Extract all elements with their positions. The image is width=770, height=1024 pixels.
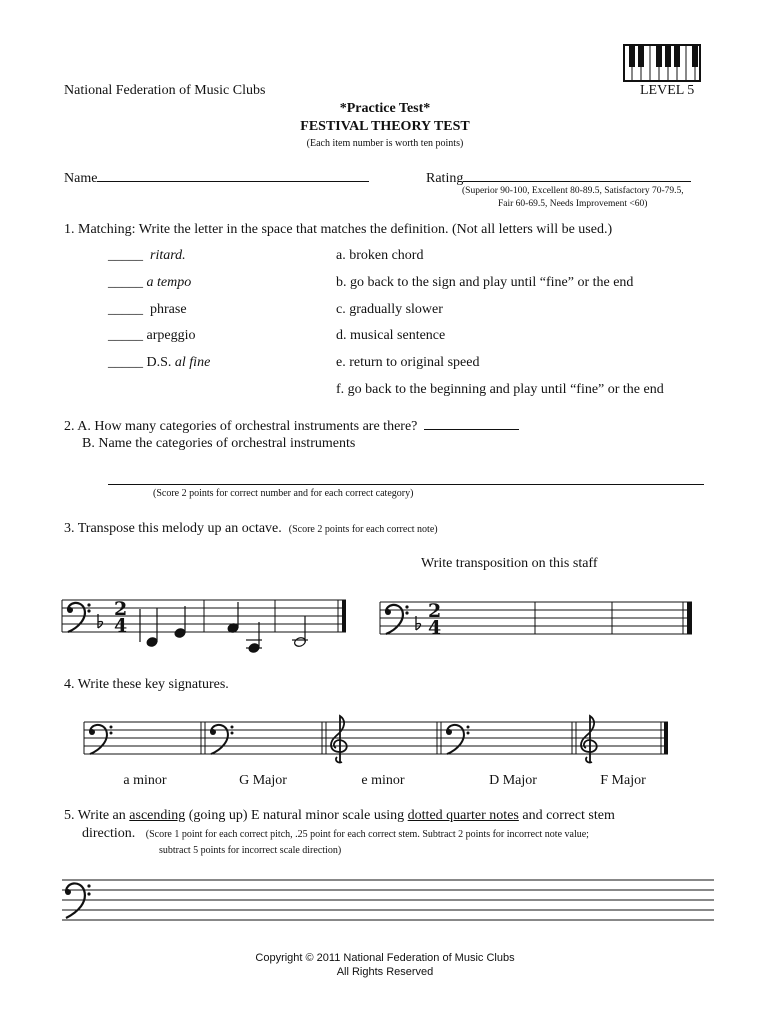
- rights-notice: All Rights Reserved: [336, 966, 434, 978]
- rating-field[interactable]: [426, 169, 691, 187]
- q5-direction-text: direction.: [82, 826, 136, 841]
- q5-score-note: (Score 1 point for each correct pitch, .25 point for each correct stem. Subtract 2 points for incorrect note value;: [145, 829, 589, 840]
- quarter-note: [174, 628, 186, 639]
- time-signature-top: 2: [114, 598, 128, 620]
- quarter-note: [146, 637, 158, 648]
- organization-name: National Federation of Music Clubs: [64, 83, 266, 98]
- term-label: a tempo: [146, 275, 192, 290]
- q2a-prompt: [64, 417, 519, 435]
- transposition-staff[interactable]: [380, 600, 695, 640]
- q2-score-note: (Score 2 points for correct number and for each correct category): [153, 488, 414, 499]
- q5-text: (going up) E natural minor scale using: [185, 808, 408, 823]
- key-label: e minor: [361, 773, 405, 788]
- term-label: arpeggio: [146, 328, 196, 343]
- time-signature-bottom: 4: [114, 615, 128, 637]
- melody-staff: [62, 598, 352, 658]
- q2a-text: 2. A. How many categories of orchestral instruments are there?: [64, 419, 418, 434]
- q3-score-note: (Score 2 points for each correct note): [288, 524, 438, 535]
- q3-prompt: [64, 521, 438, 537]
- term-label: D.S.: [146, 355, 175, 370]
- test-title: FESTIVAL THEORY TEST: [300, 119, 470, 134]
- rating-label: Rating: [426, 171, 464, 186]
- q1-definition: e. return to original speed: [336, 355, 480, 370]
- q1-definition: b. go back to the sign and play until “fine” or the end: [336, 275, 634, 290]
- name-blank[interactable]: [97, 169, 369, 182]
- q1-term-row[interactable]: [108, 248, 186, 264]
- term-label-italic: al fine: [174, 355, 211, 370]
- q5-text: and correct stem: [518, 808, 615, 823]
- key-label: F Major: [600, 773, 646, 788]
- q1-term-row[interactable]: [108, 275, 191, 291]
- answer-blank[interactable]: _____: [108, 275, 143, 290]
- q5-score-note-2: subtract 5 points for incorrect scale direction): [159, 845, 342, 856]
- q5-prompt: [64, 808, 615, 824]
- answer-blank[interactable]: _____: [108, 328, 143, 343]
- term-label: phrase: [150, 302, 187, 317]
- rating-scale-line-1: (Superior 90-100, Excellent 80-89.5, Satisfactory 70-79.5,: [462, 186, 684, 196]
- key-label: D Major: [489, 773, 537, 788]
- q1-term-row[interactable]: [108, 328, 195, 344]
- q2a-answer-blank[interactable]: [424, 417, 519, 430]
- q5-underlined-word: ascending: [129, 808, 186, 823]
- bass-clef-icon: [65, 883, 91, 918]
- key-signature-staff[interactable]: [84, 718, 674, 768]
- q5-direction: [82, 826, 589, 842]
- q1-definition: d. musical sentence: [336, 328, 446, 343]
- answer-blank[interactable]: _____: [108, 248, 143, 263]
- q5-underlined-phrase: dotted quarter notes: [407, 808, 519, 823]
- scale-staff[interactable]: [62, 878, 717, 923]
- rating-scale-line-2: Fair 60-69.5, Needs Improvement <60): [498, 199, 648, 209]
- q1-definition: f. go back to the beginning and play until “fine” or the end: [336, 382, 664, 397]
- rating-blank[interactable]: [463, 169, 691, 182]
- level-label: LEVEL 5: [640, 83, 695, 98]
- bass-clef-icon: [90, 725, 464, 754]
- q2b-prompt: B. Name the categories of orchestral instruments: [82, 436, 356, 451]
- answer-blank[interactable]: _____: [108, 302, 143, 317]
- answer-blank[interactable]: _____: [108, 355, 143, 370]
- name-label: Name: [64, 171, 98, 186]
- q1-definition: c. gradually slower: [336, 302, 443, 317]
- q5-text: 5. Write an: [64, 808, 130, 823]
- key-label: a minor: [123, 773, 167, 788]
- time-signature-bottom: 4: [428, 617, 442, 639]
- transposition-label: Write transposition on this staff: [421, 556, 598, 571]
- copyright-notice: Copyright © 2011 National Federation of Music Clubs: [255, 952, 515, 964]
- q3-text: 3. Transpose this melody up an octave.: [64, 521, 282, 536]
- name-field[interactable]: [64, 169, 369, 187]
- q1-term-row[interactable]: [108, 302, 187, 318]
- q1-term-row[interactable]: [108, 355, 210, 371]
- practice-test-label: *Practice Test*: [339, 101, 431, 116]
- points-note: (Each item number is worth ten points): [306, 138, 464, 149]
- piano-keys-logo: [623, 44, 703, 84]
- key-label: G Major: [239, 773, 287, 788]
- q1-prompt: 1. Matching: Write the letter in the space that matches the definition. (Not all letters will be used.): [64, 222, 613, 237]
- q4-prompt: 4. Write these key signatures.: [64, 677, 229, 692]
- term-label: ritard.: [150, 248, 186, 263]
- q1-definition: a. broken chord: [336, 248, 424, 263]
- q2b-answer-line[interactable]: [108, 484, 704, 485]
- time-signature-top: 2: [428, 600, 442, 622]
